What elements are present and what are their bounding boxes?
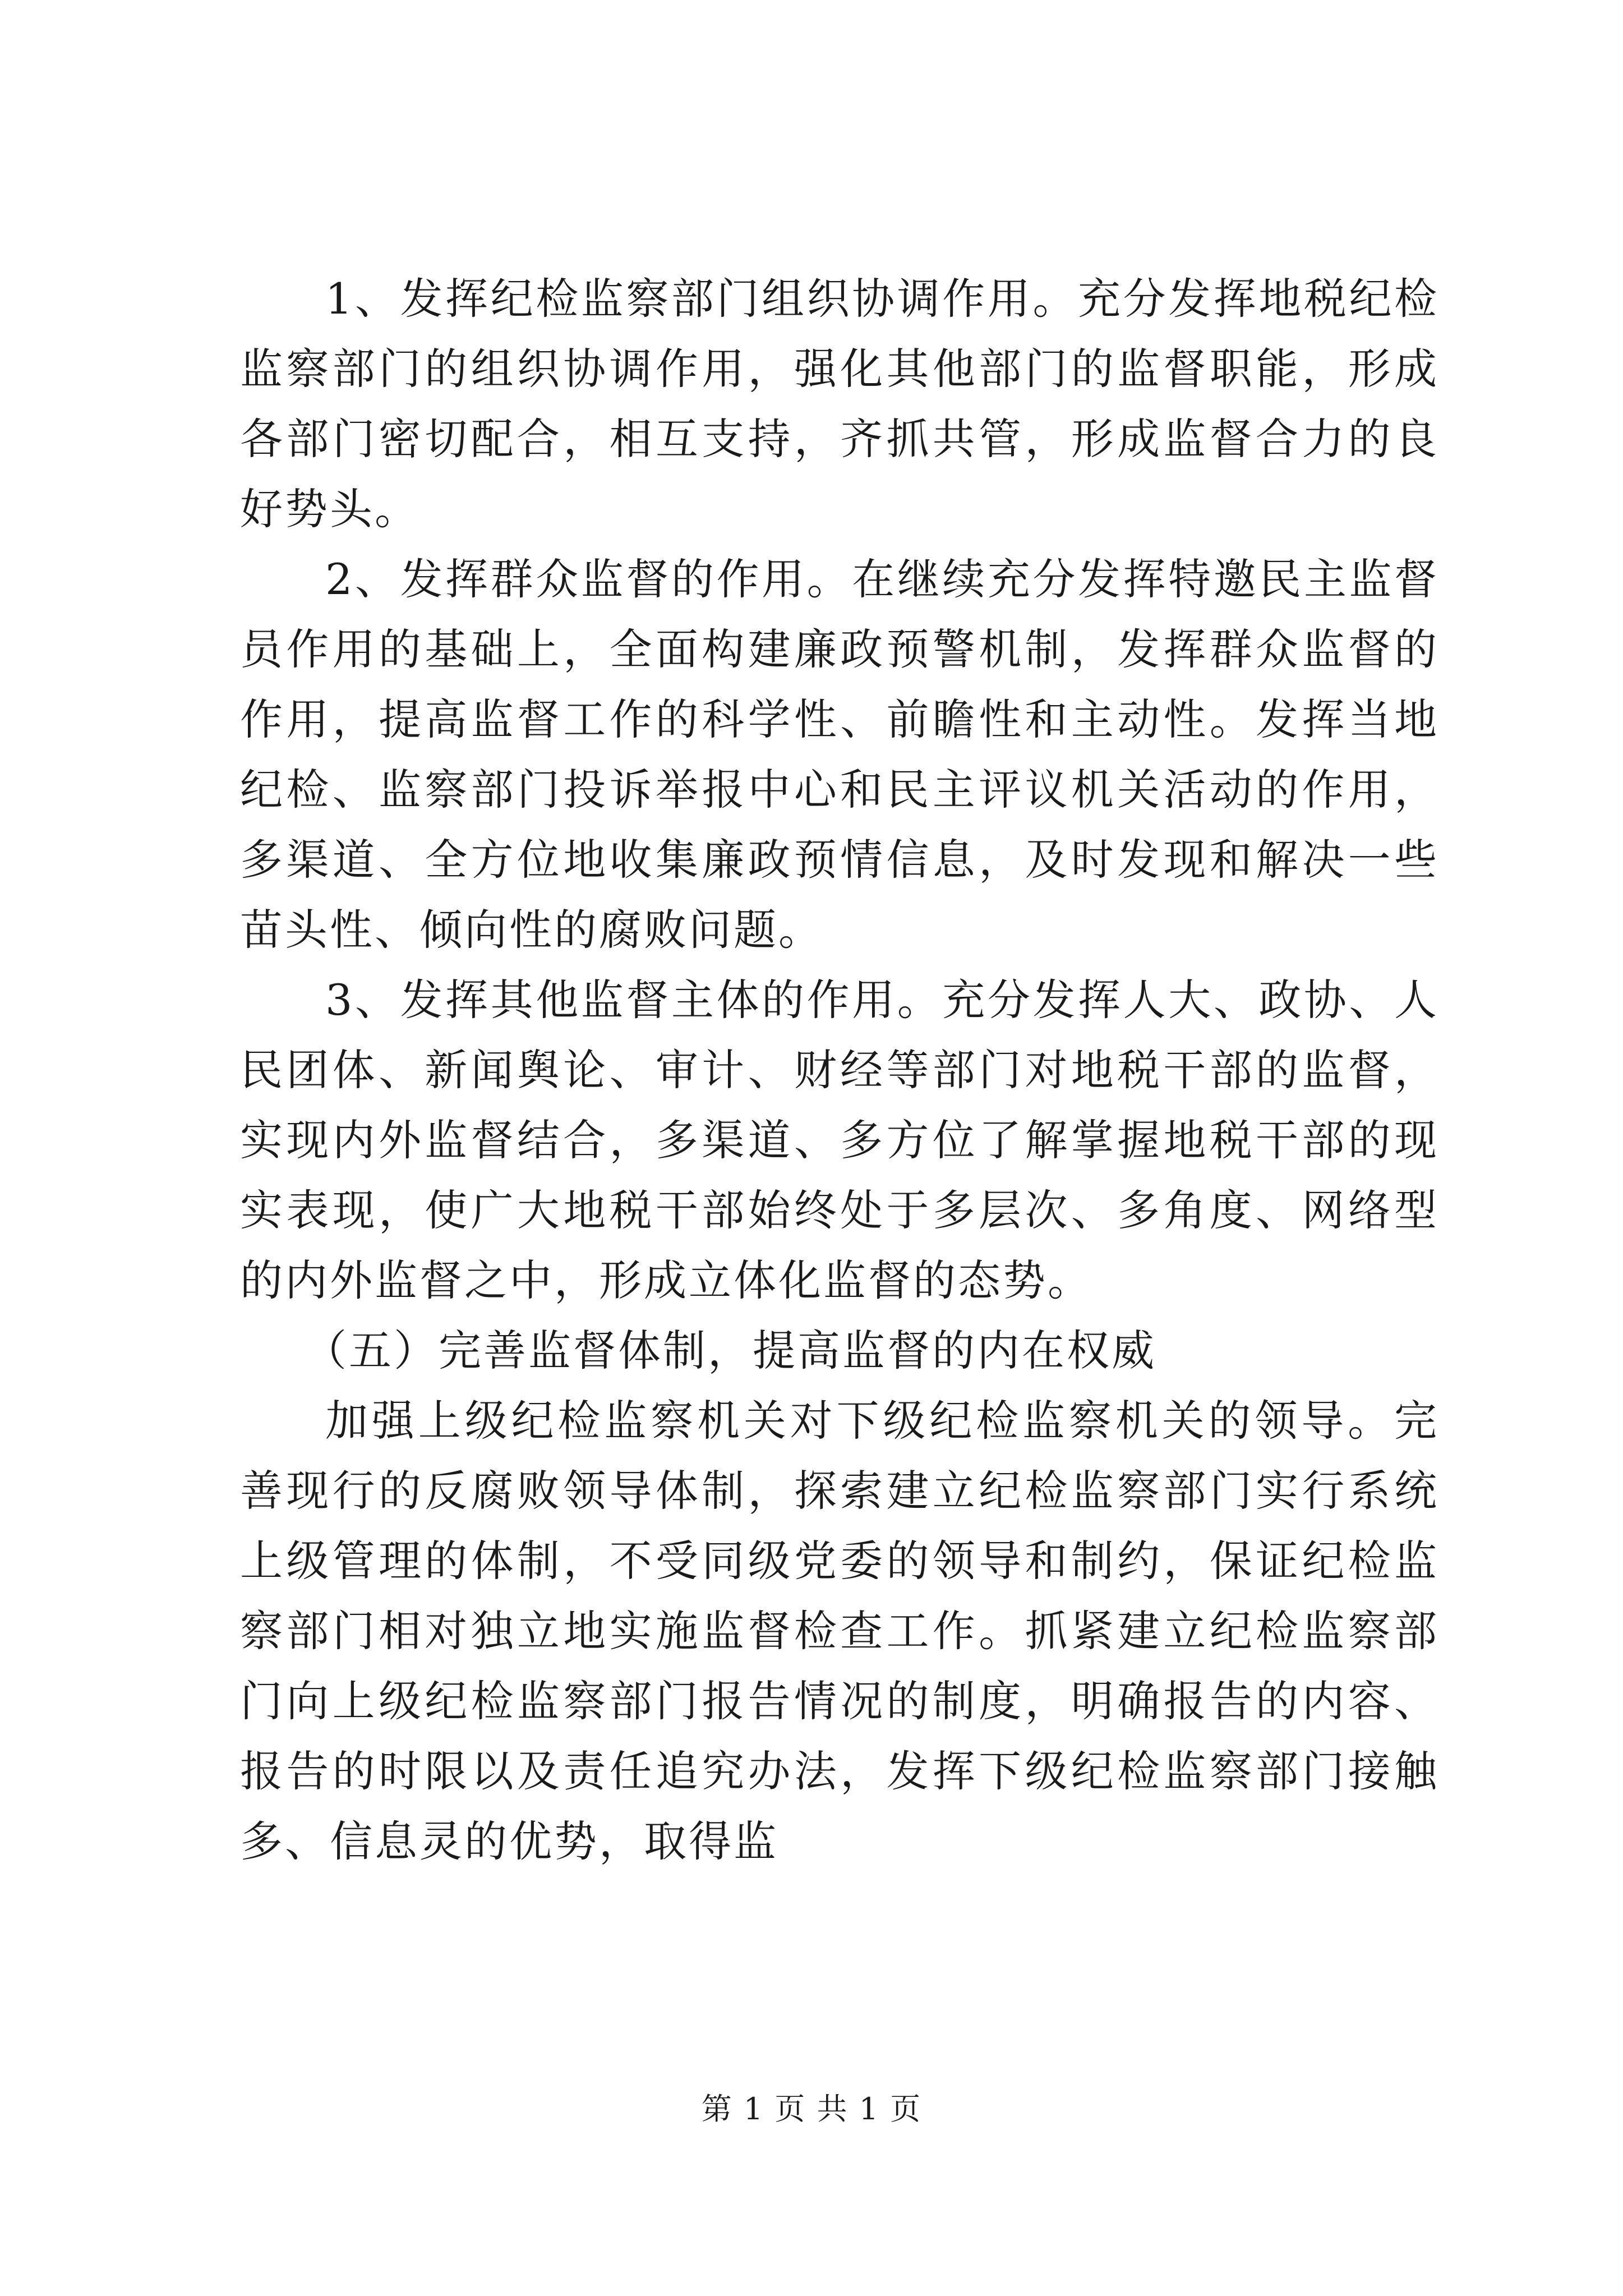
paragraph-2: 2、发挥群众监督的作用。在继续充分发挥特邀民主监督员作用的基础上，全面构建廉政预警机制，发挥群众监督的作用，提高监督工作的科学性、前瞻性和主动性。发挥当地纪检、监察部门投诉举报中心和民主评议机关活动的作用，多渠道、全方位地收集廉政预情信息，及时发现和解决一些苗头性、倾向性的腐败问题。	[240, 554, 1439, 955]
page-footer: 第 1 页 共 1 页	[701, 2091, 922, 2127]
paragraph-3: 3、发挥其他监督主体的作用。充分发挥人大、政协、人民团体、新闻舆论、审计、财经等部门对地税干部的监督，实现内外监督结合，多渠道、多方位了解掌握地税干部的现实表现，使广大地税干部始终处于多层次、多角度、网络型的内外监督之中，形成立体化监督的态势。	[240, 975, 1439, 1305]
paragraph-4: 加强上级纪检监察机关对下级纪检监察机关的领导。完善现行的反腐败领导体制，探索建立纪检监察部门实行系统上级管理的体制，不受同级党委的领导和制约，保证纪检监察部门相对独立地实施监督检查工作。抓紧建立纪检监察部门向上级纪检监察部门报告情况的制度，明确报告的内容、报告的时限以及责任追究办法，发挥下级纪检监察部门接触多、信息灵的优势，取得监	[240, 1396, 1439, 1866]
document-body	[240, 264, 1439, 1876]
paragraph-1: 1、发挥纪检监察部门组织协调作用。充分发挥地税纪检监察部门的组织协调作用，强化其他部门的监督职能，形成各部门密切配合，相互支持，齐抓共管，形成监督合力的良好势头。	[240, 274, 1439, 534]
section-heading: （五）完善监督体制，提高监督的内在权威	[304, 1326, 1156, 1375]
